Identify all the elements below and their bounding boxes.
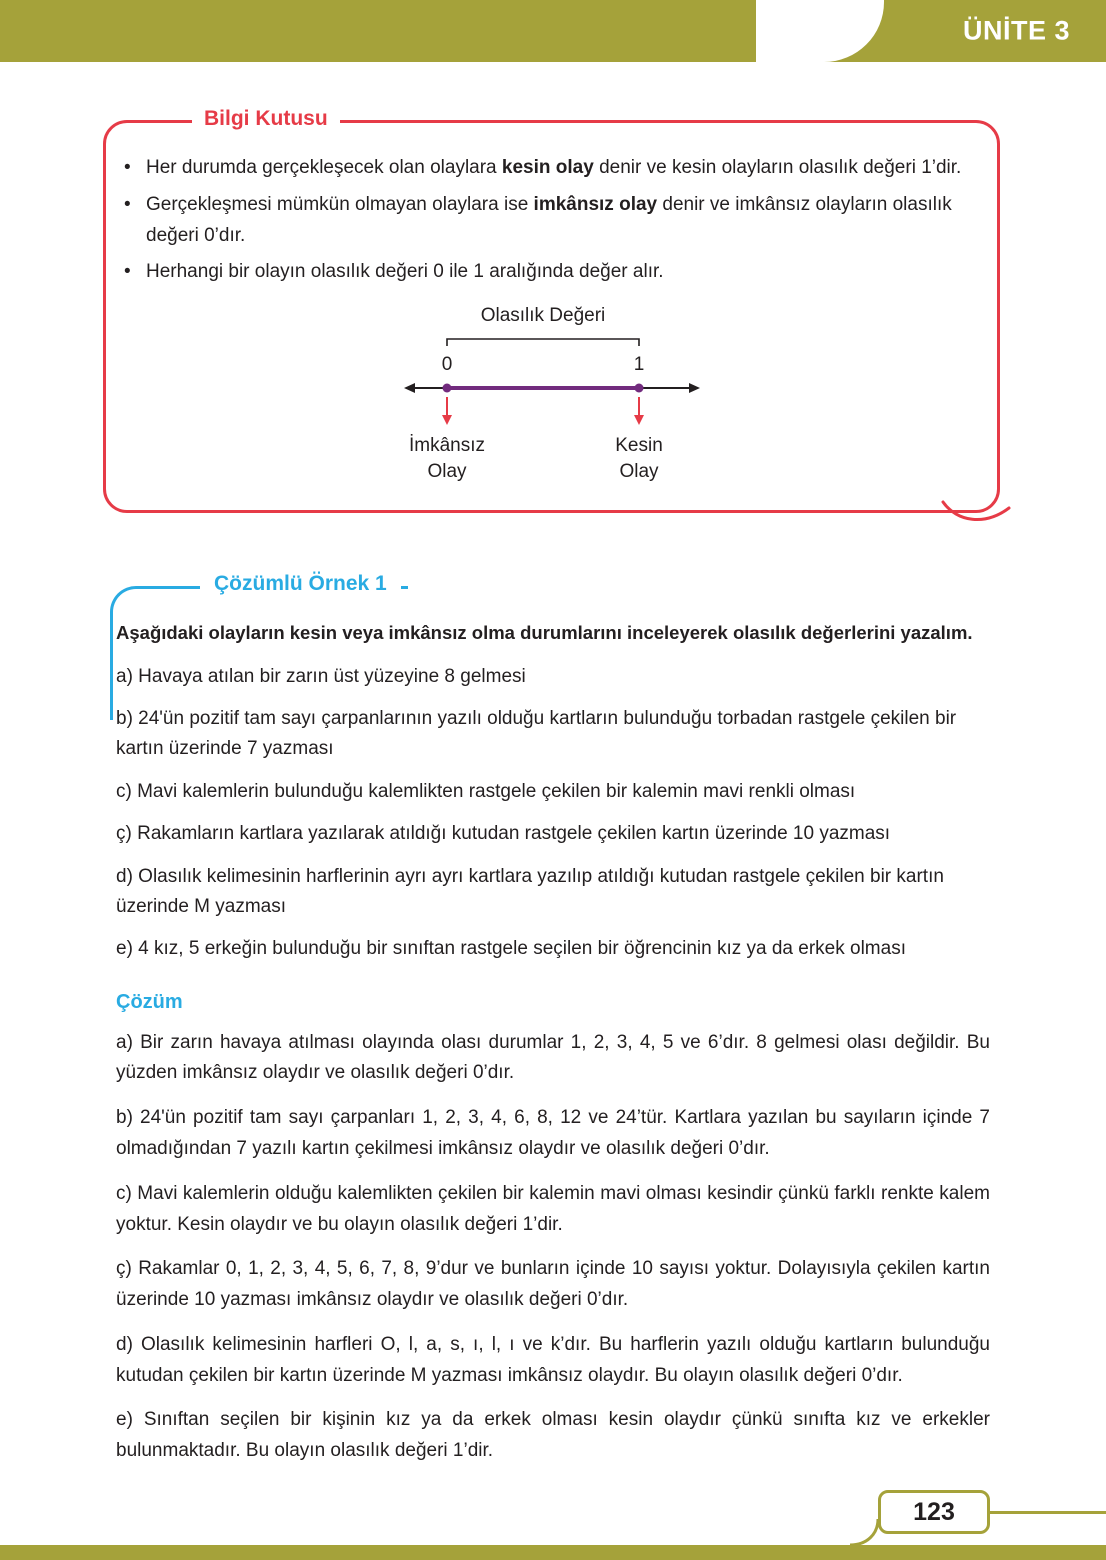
solved-example-section [116,570,990,1481]
range-bracket [447,339,639,346]
bullet-text: Gerçekleşmesi mümkün olmayan olaylara ise imkânsız olay denir ve imkânsız olayların olasılık değeri 0’dır. [146,193,952,246]
example-item-d: d) Olasılık kelimesinin harflerinin ayrı ayrı kartlara yazılıp atıldığı kutudan rastgele çekilen bir kartın üzerinde M yazması [116,865,944,917]
bullet-marker: • [124,157,131,178]
footer-curve [850,1519,880,1545]
unit-header-bar [0,0,1106,62]
header-notch [756,0,884,62]
probability-number-line-diagram [402,304,702,484]
corner-flourish [941,498,1011,528]
zero-point-dot [442,384,451,393]
bullet-text: Her durumda gerçekleşecek olan olaylara kesin olay denir ve kesin olayların olasılık değeri 1’dir. [146,157,962,178]
example-item-a: a) Havaya atılan bir zarın üst yüzeyine 8 gelmesi [116,665,526,687]
max-value-label: 1 [633,354,644,376]
footer-bar [0,1545,1106,1560]
solution-item-b: b) 24'ün pozitif tam sayı çarpanları 1, 2, 3, 4, 6, 8, 12 ve 24’tür. Kartlara yazılan bu sayıların içinde 7 olmadığından 7 yazılı kartın çekilmesi imkânsız olaydır ve olasılık değeri 0’dır. [116,1107,990,1160]
impossible-event-label-line2: Olay [426,461,467,483]
diagram-wrapper [402,304,702,484]
bullet-marker: • [124,261,131,283]
certain-event-label-line1: Kesin [614,435,663,457]
left-down-arrowhead [442,415,452,425]
example-title: Çözümlü Örnek 1 [200,572,401,596]
page-number: 123 [913,1497,955,1526]
bullet-marker: • [124,193,131,215]
solution-item-e: e) Sınıftan seçilen bir kişinin kız ya da erkek olması kesin olaydır çünkü sınıfta kız ve erkekler bulunmaktadır. Bu olayın olasılık değeri 1’dir. [116,1409,990,1462]
footer-line [986,1511,1106,1514]
info-box-title: Bilgi Kutusu [192,107,340,131]
certain-event-label-line2: Olay [618,461,659,483]
example-header [116,570,990,608]
number-line-left-arrowhead [404,383,415,393]
impossible-event-label-line1: İmkânsız [408,435,485,457]
solution-item-a: a) Bir zarın havaya atılması olayında olası durumlar 1, 2, 3, 4, 5 ve 6’dır. 8 gelmesi olası değildir. Bu yüzden imkânsız olaydır ve olasılık değeri 0’dır. [116,1031,990,1084]
solution-item-c: c) Mavi kalemlerin olduğu kalemlikten çekilen bir kalemin mavi olması kesindir çünkü farklı renkte kalem yoktur. Kesin olaydır ve bu olayın olasılık değeri 1’dir. [116,1182,990,1235]
example-brace-line [110,586,408,720]
right-down-arrowhead [634,415,644,425]
example-item-c2: ç) Rakamların kartlara yazılarak atıldığı kutudan rastgele çekilen kartın üzerinde 10 yazması [116,823,891,845]
info-box [103,107,1000,513]
solution-heading: Çözüm [116,990,183,1013]
info-bullet-1 [120,153,983,184]
info-bullet-2 [120,190,983,252]
solution-item-d: d) Olasılık kelimesinin harfleri O, l, a, s, ı, l, ı ve k’dır. Bu harflerin yazılı olduğu kartların bulunduğu kutudan çekilen bir kartın üzerinde M yazması imkânsız olaydır. Bu olayın olasılık değeri 0’dır. [116,1333,990,1386]
unit-title: ÜNİTE 3 [962,15,1070,46]
one-point-dot [634,384,643,393]
info-bullet-3 [120,257,983,288]
example-item-c: c) Mavi kalemlerin bulunduğu kalemlikten rastgele çekilen bir kalemin mavi renkli olması [116,780,856,802]
number-line-right-arrowhead [689,383,700,393]
diagram-title: Olasılık Değeri [480,305,605,327]
example-intro: Aşağıdaki olayların kesin veya imkânsız olma durumlarını inceleyerek olasılık değerlerini yazalım. [116,622,973,643]
page-number-box [878,1490,990,1534]
example-item-b: b) 24'ün pozitif tam sayı çarpanlarının yazılı olduğu kartların bulunduğu torbadan rastgele çekilen bir kartın üzerinde 7 yazması [116,707,957,760]
example-item-e: e) 4 kız, 5 erkeğin bulunduğu bir sınıftan rastgele seçilen bir öğrencinin kız ya da erkek olması [116,938,906,960]
min-value-label: 0 [441,354,452,376]
bullet-text: Herhangi bir olayın olasılık değeri 0 ile 1 aralığında değer alır. [146,261,664,283]
solution-item-c2: ç) Rakamlar 0, 1, 2, 3, 4, 5, 6, 7, 8, 9’dur ve bunların içinde 10 sayısı yoktur. Dolayısıyla çekilen kartın üzerinde 10 yazması imkânsız olaydır ve olasılık değeri 0’dır. [116,1258,990,1311]
